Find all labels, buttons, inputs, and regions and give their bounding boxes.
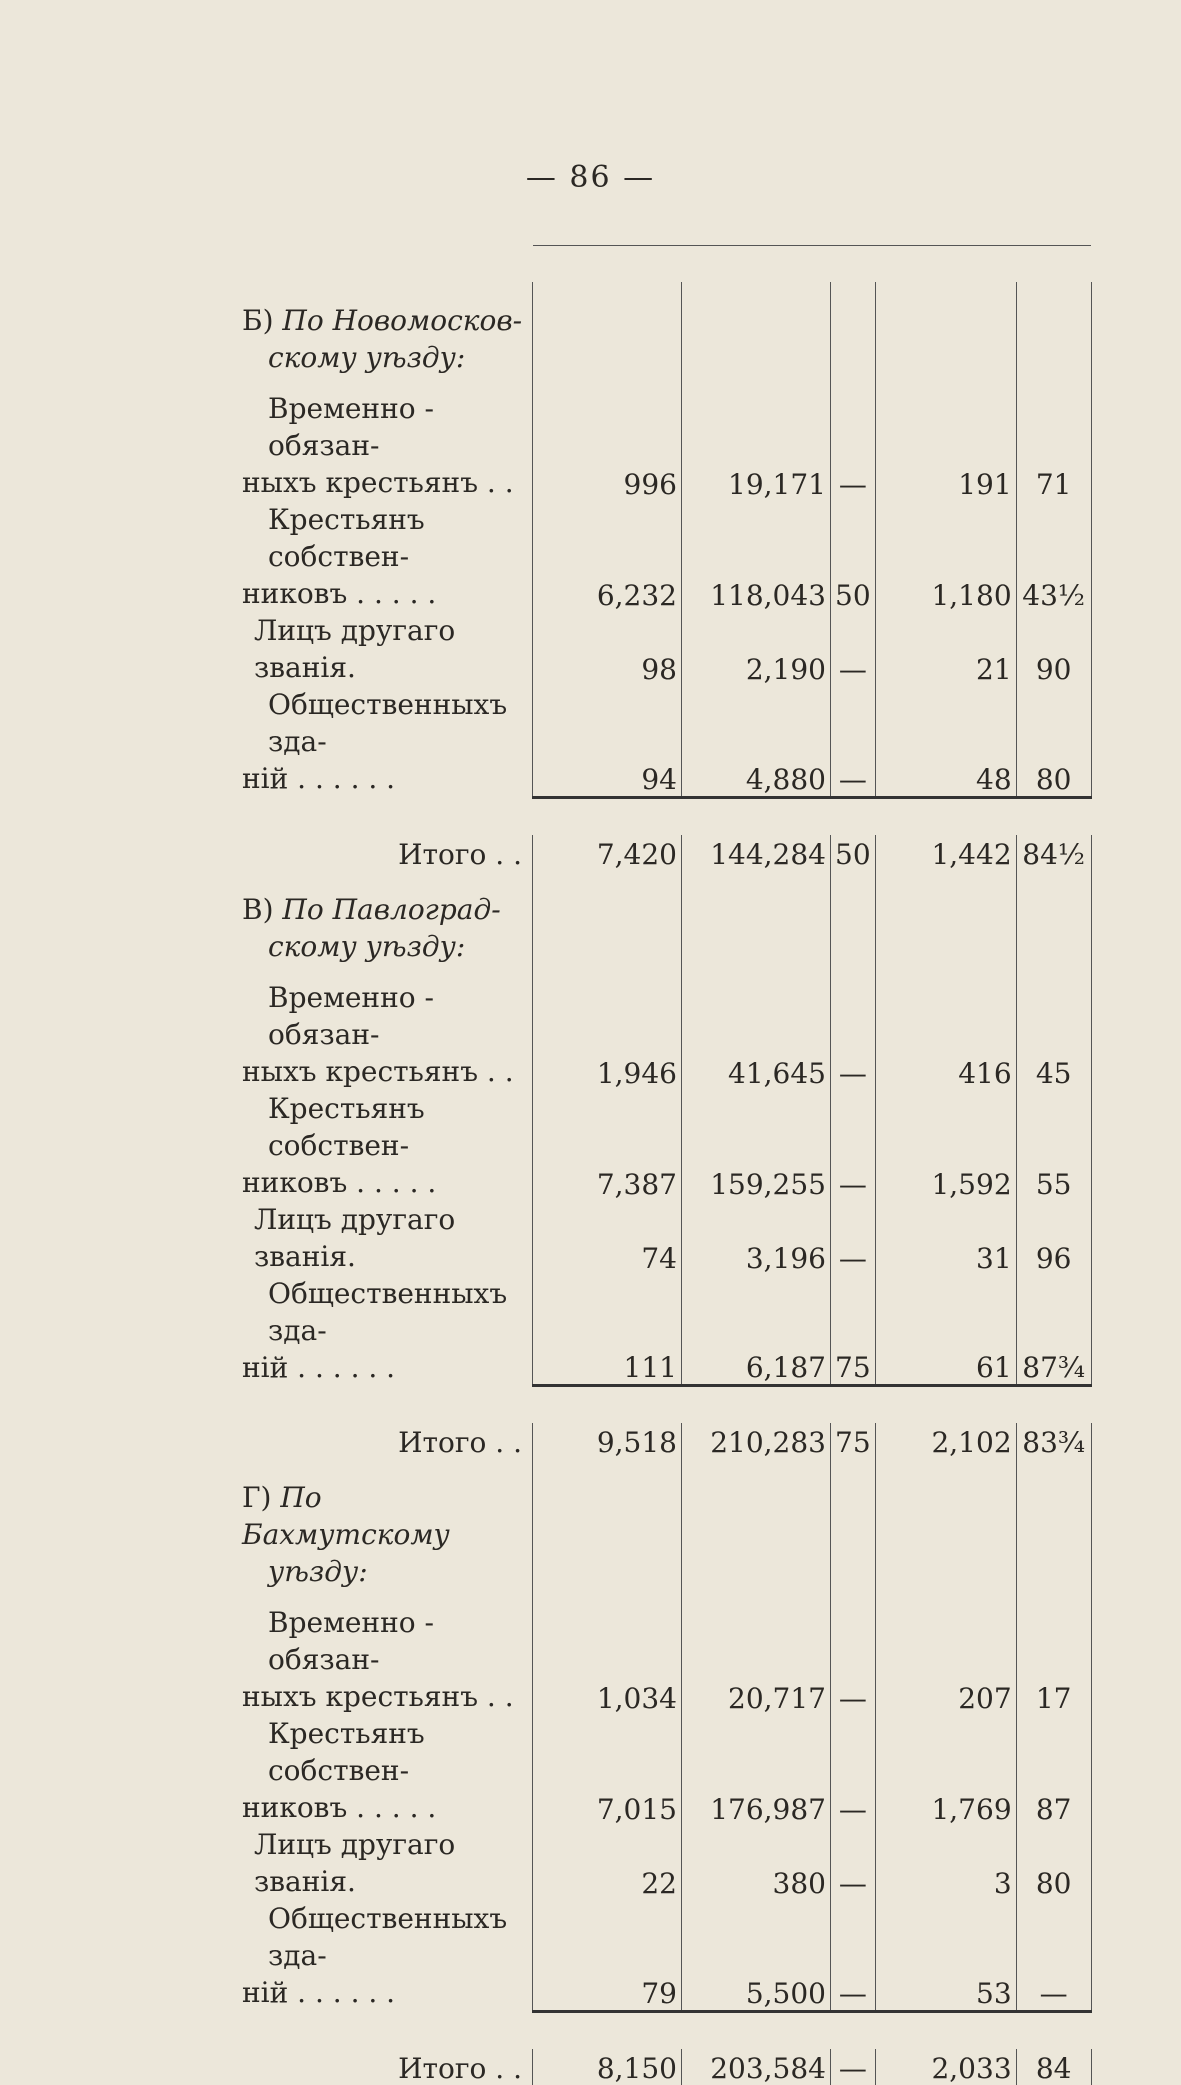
total-cell: 1,442	[875, 835, 1016, 871]
table-cell: 118,043	[682, 501, 831, 612]
total-cell: 144,284	[682, 835, 831, 871]
row-label	[238, 1201, 533, 1275]
table-top-rule	[238, 246, 1091, 283]
row-label-line: Лицъ другаго званія.	[254, 1202, 456, 1273]
section-title: По Новомосков-	[282, 304, 523, 337]
table-cell: —	[831, 612, 876, 686]
table-cell: 74	[533, 1201, 682, 1275]
table-row	[238, 501, 1091, 612]
row-label-line2: никовъ . . . . .	[242, 1165, 437, 1199]
table-cell: 416	[875, 979, 1016, 1090]
table-cell: 71	[1016, 390, 1091, 501]
empty-cell	[875, 871, 1016, 979]
table-cell: 6,232	[533, 501, 682, 612]
row-label-line: Лицъ другаго званія.	[254, 614, 456, 684]
table-cell: —	[831, 1900, 876, 2011]
table-cell: 21	[875, 612, 1016, 686]
section-title: По Павлоград-	[282, 892, 501, 926]
page-number: — 86 —	[525, 160, 656, 195]
row-label-line1: Общественныхъ зда-	[268, 1902, 508, 1972]
table-cell: 20,717	[682, 1604, 831, 1715]
table-cell: —	[831, 1715, 876, 1826]
section-heading	[238, 871, 533, 979]
section-heading	[238, 282, 533, 390]
table-cell: 87	[1016, 1715, 1091, 1826]
table-cell: 90	[1016, 612, 1091, 686]
table-body	[238, 246, 1091, 2085]
row-label-line: Лицъ другаго званія.	[254, 1828, 456, 1898]
section-letter: В)	[242, 892, 274, 926]
empty-cell	[1016, 282, 1091, 390]
table-row	[238, 1090, 1091, 1201]
table-cell: 98	[533, 612, 682, 686]
table-cell: 2,190	[682, 612, 831, 686]
table-cell: 207	[875, 1604, 1016, 1715]
table-cell: —	[831, 686, 876, 797]
table-cell: —	[831, 1604, 876, 1715]
empty-cell	[831, 1459, 876, 1604]
empty-cell	[533, 1459, 682, 1604]
total-cell: 9,518	[533, 1423, 682, 1459]
total-row	[238, 1423, 1091, 1459]
section-heading-row	[238, 871, 1091, 979]
empty-cell	[831, 282, 876, 390]
table-cell: 3,196	[682, 1201, 831, 1275]
section-title: По Бахмутскому	[242, 1481, 450, 1551]
table-cell: 1,180	[875, 501, 1016, 612]
section-heading-line1	[242, 1479, 528, 1553]
total-rule	[238, 1386, 1091, 1424]
empty-cell	[533, 282, 682, 390]
row-label	[238, 686, 533, 797]
table-cell: 380	[682, 1826, 831, 1900]
row-label-line1: Временно - обязан-	[268, 1606, 434, 1676]
section-heading-line2: уѣзду:	[268, 1555, 368, 1588]
table-cell: 55	[1016, 1090, 1091, 1201]
district-insurance-table	[238, 245, 1092, 2085]
table-cell: 111	[533, 1275, 682, 1386]
table-cell: 31	[875, 1201, 1016, 1275]
table-cell: 5,500	[682, 1900, 831, 2011]
table-row	[238, 1201, 1091, 1275]
table-cell: 53	[875, 1900, 1016, 2011]
row-label	[238, 1604, 533, 1715]
table-cell: 1,769	[875, 1715, 1016, 1826]
table-cell: 41,645	[682, 979, 831, 1090]
table-cell: 19,171	[682, 390, 831, 501]
total-cell: 203,584	[682, 2049, 831, 2085]
empty-cell	[682, 282, 831, 390]
total-row	[238, 835, 1091, 871]
total-cell: 75	[831, 1423, 876, 1459]
empty-cell	[533, 871, 682, 979]
row-label-line1: Общественныхъ зда-	[268, 688, 508, 758]
table-cell: 996	[533, 390, 682, 501]
total-cell: 8,150	[533, 2049, 682, 2085]
table-row	[238, 1275, 1091, 1386]
table-row	[238, 612, 1091, 686]
row-label	[238, 1090, 533, 1201]
row-label-line2: ній . . . . . .	[242, 1976, 396, 2009]
row-label-line2: ныхъ крестьянъ . .	[242, 1680, 514, 1713]
row-label-line2: ній . . . . . .	[242, 1350, 396, 1384]
total-label: Итого . .	[398, 837, 522, 871]
table-cell: —	[1016, 1900, 1091, 2011]
table-row	[238, 390, 1091, 501]
total-cell: 84	[1016, 2049, 1091, 2085]
table-cell: 48	[875, 686, 1016, 797]
table-cell: 61	[875, 1275, 1016, 1386]
row-label-line1: Временно - обязан-	[268, 392, 434, 462]
table-row	[238, 1604, 1091, 1715]
table-row	[238, 1826, 1091, 1900]
table-row	[238, 1715, 1091, 1826]
table-cell: —	[831, 390, 876, 501]
table-cell: 87¾	[1016, 1275, 1091, 1386]
table-cell: 7,387	[533, 1090, 682, 1201]
row-label-line2: никовъ . . . . .	[242, 1791, 437, 1824]
table-cell: 191	[875, 390, 1016, 501]
empty-cell	[682, 1459, 831, 1604]
row-label	[238, 1826, 533, 1900]
row-label-line2: ній . . . . . .	[242, 762, 396, 795]
total-rule	[238, 797, 1091, 835]
table-cell: 80	[1016, 686, 1091, 797]
table-cell: 159,255	[682, 1090, 831, 1201]
empty-cell	[875, 1459, 1016, 1604]
total-cell: 83¾	[1016, 1423, 1091, 1459]
total-label: Итого . .	[398, 2051, 522, 2085]
table-cell: 45	[1016, 979, 1091, 1090]
table-cell: 4,880	[682, 686, 831, 797]
table-cell: 94	[533, 686, 682, 797]
total-cell: 7,420	[533, 835, 682, 871]
row-label-line1: Временно - обязан-	[268, 980, 434, 1051]
total-cell: 2,102	[875, 1423, 1016, 1459]
table-cell: 1,034	[533, 1604, 682, 1715]
empty-cell	[831, 871, 876, 979]
section-heading-line1	[242, 891, 528, 928]
section-letter: Б)	[242, 304, 274, 337]
table-cell: 176,987	[682, 1715, 831, 1826]
row-label	[238, 979, 533, 1090]
row-label-line1: Крестьянъ собствен-	[268, 1091, 425, 1162]
total-cell: —	[831, 2049, 876, 2085]
section-letter: Г)	[242, 1481, 272, 1514]
total-row	[238, 2049, 1091, 2085]
table-cell: 43½	[1016, 501, 1091, 612]
row-label-line2: ныхъ крестьянъ . .	[242, 466, 514, 499]
table-cell: 1,592	[875, 1090, 1016, 1201]
table-cell: 75	[831, 1275, 876, 1386]
section-heading-row	[238, 1459, 1091, 1604]
total-rule	[238, 2011, 1091, 2049]
row-label-line1: Общественныхъ зда-	[268, 1276, 508, 1347]
total-cell: 84½	[1016, 835, 1091, 871]
table-cell: —	[831, 1090, 876, 1201]
table-cell: 96	[1016, 1201, 1091, 1275]
section-heading-line2: скому уѣзду:	[268, 929, 466, 963]
row-label-line1: Крестьянъ собствен-	[268, 1717, 425, 1787]
row-label	[238, 390, 533, 501]
row-label	[238, 1715, 533, 1826]
table-cell: 80	[1016, 1826, 1091, 1900]
section-heading-line2: скому уѣзду:	[268, 341, 466, 374]
total-cell: 2,033	[875, 2049, 1016, 2085]
section-heading	[238, 1459, 533, 1604]
section-heading-line1	[242, 302, 528, 339]
total-label: Итого . .	[398, 1426, 522, 1459]
row-label-line1: Крестьянъ собствен-	[268, 503, 425, 573]
table-cell: 17	[1016, 1604, 1091, 1715]
table-cell: 79	[533, 1900, 682, 2011]
table-row	[238, 979, 1091, 1090]
table-cell: 50	[831, 501, 876, 612]
total-cell: 210,283	[682, 1423, 831, 1459]
row-label	[238, 1275, 533, 1386]
table-cell: —	[831, 1826, 876, 1900]
empty-cell	[682, 871, 831, 979]
row-label-line2: ныхъ крестьянъ . .	[242, 1054, 514, 1088]
table-row	[238, 1900, 1091, 2011]
total-cell: 50	[831, 835, 876, 871]
table-cell: 7,015	[533, 1715, 682, 1826]
empty-cell	[875, 282, 1016, 390]
row-label	[238, 612, 533, 686]
table-cell: 3	[875, 1826, 1016, 1900]
row-label	[238, 1900, 533, 2011]
empty-cell	[1016, 1459, 1091, 1604]
table-cell: 6,187	[682, 1275, 831, 1386]
table-cell: 1,946	[533, 979, 682, 1090]
table-cell: —	[831, 1201, 876, 1275]
table-cell: —	[831, 979, 876, 1090]
table-row	[238, 686, 1091, 797]
section-heading-row	[238, 282, 1091, 390]
row-label-line2: никовъ . . . . .	[242, 577, 437, 610]
empty-cell	[1016, 871, 1091, 979]
row-label	[238, 501, 533, 612]
table-cell: 22	[533, 1826, 682, 1900]
